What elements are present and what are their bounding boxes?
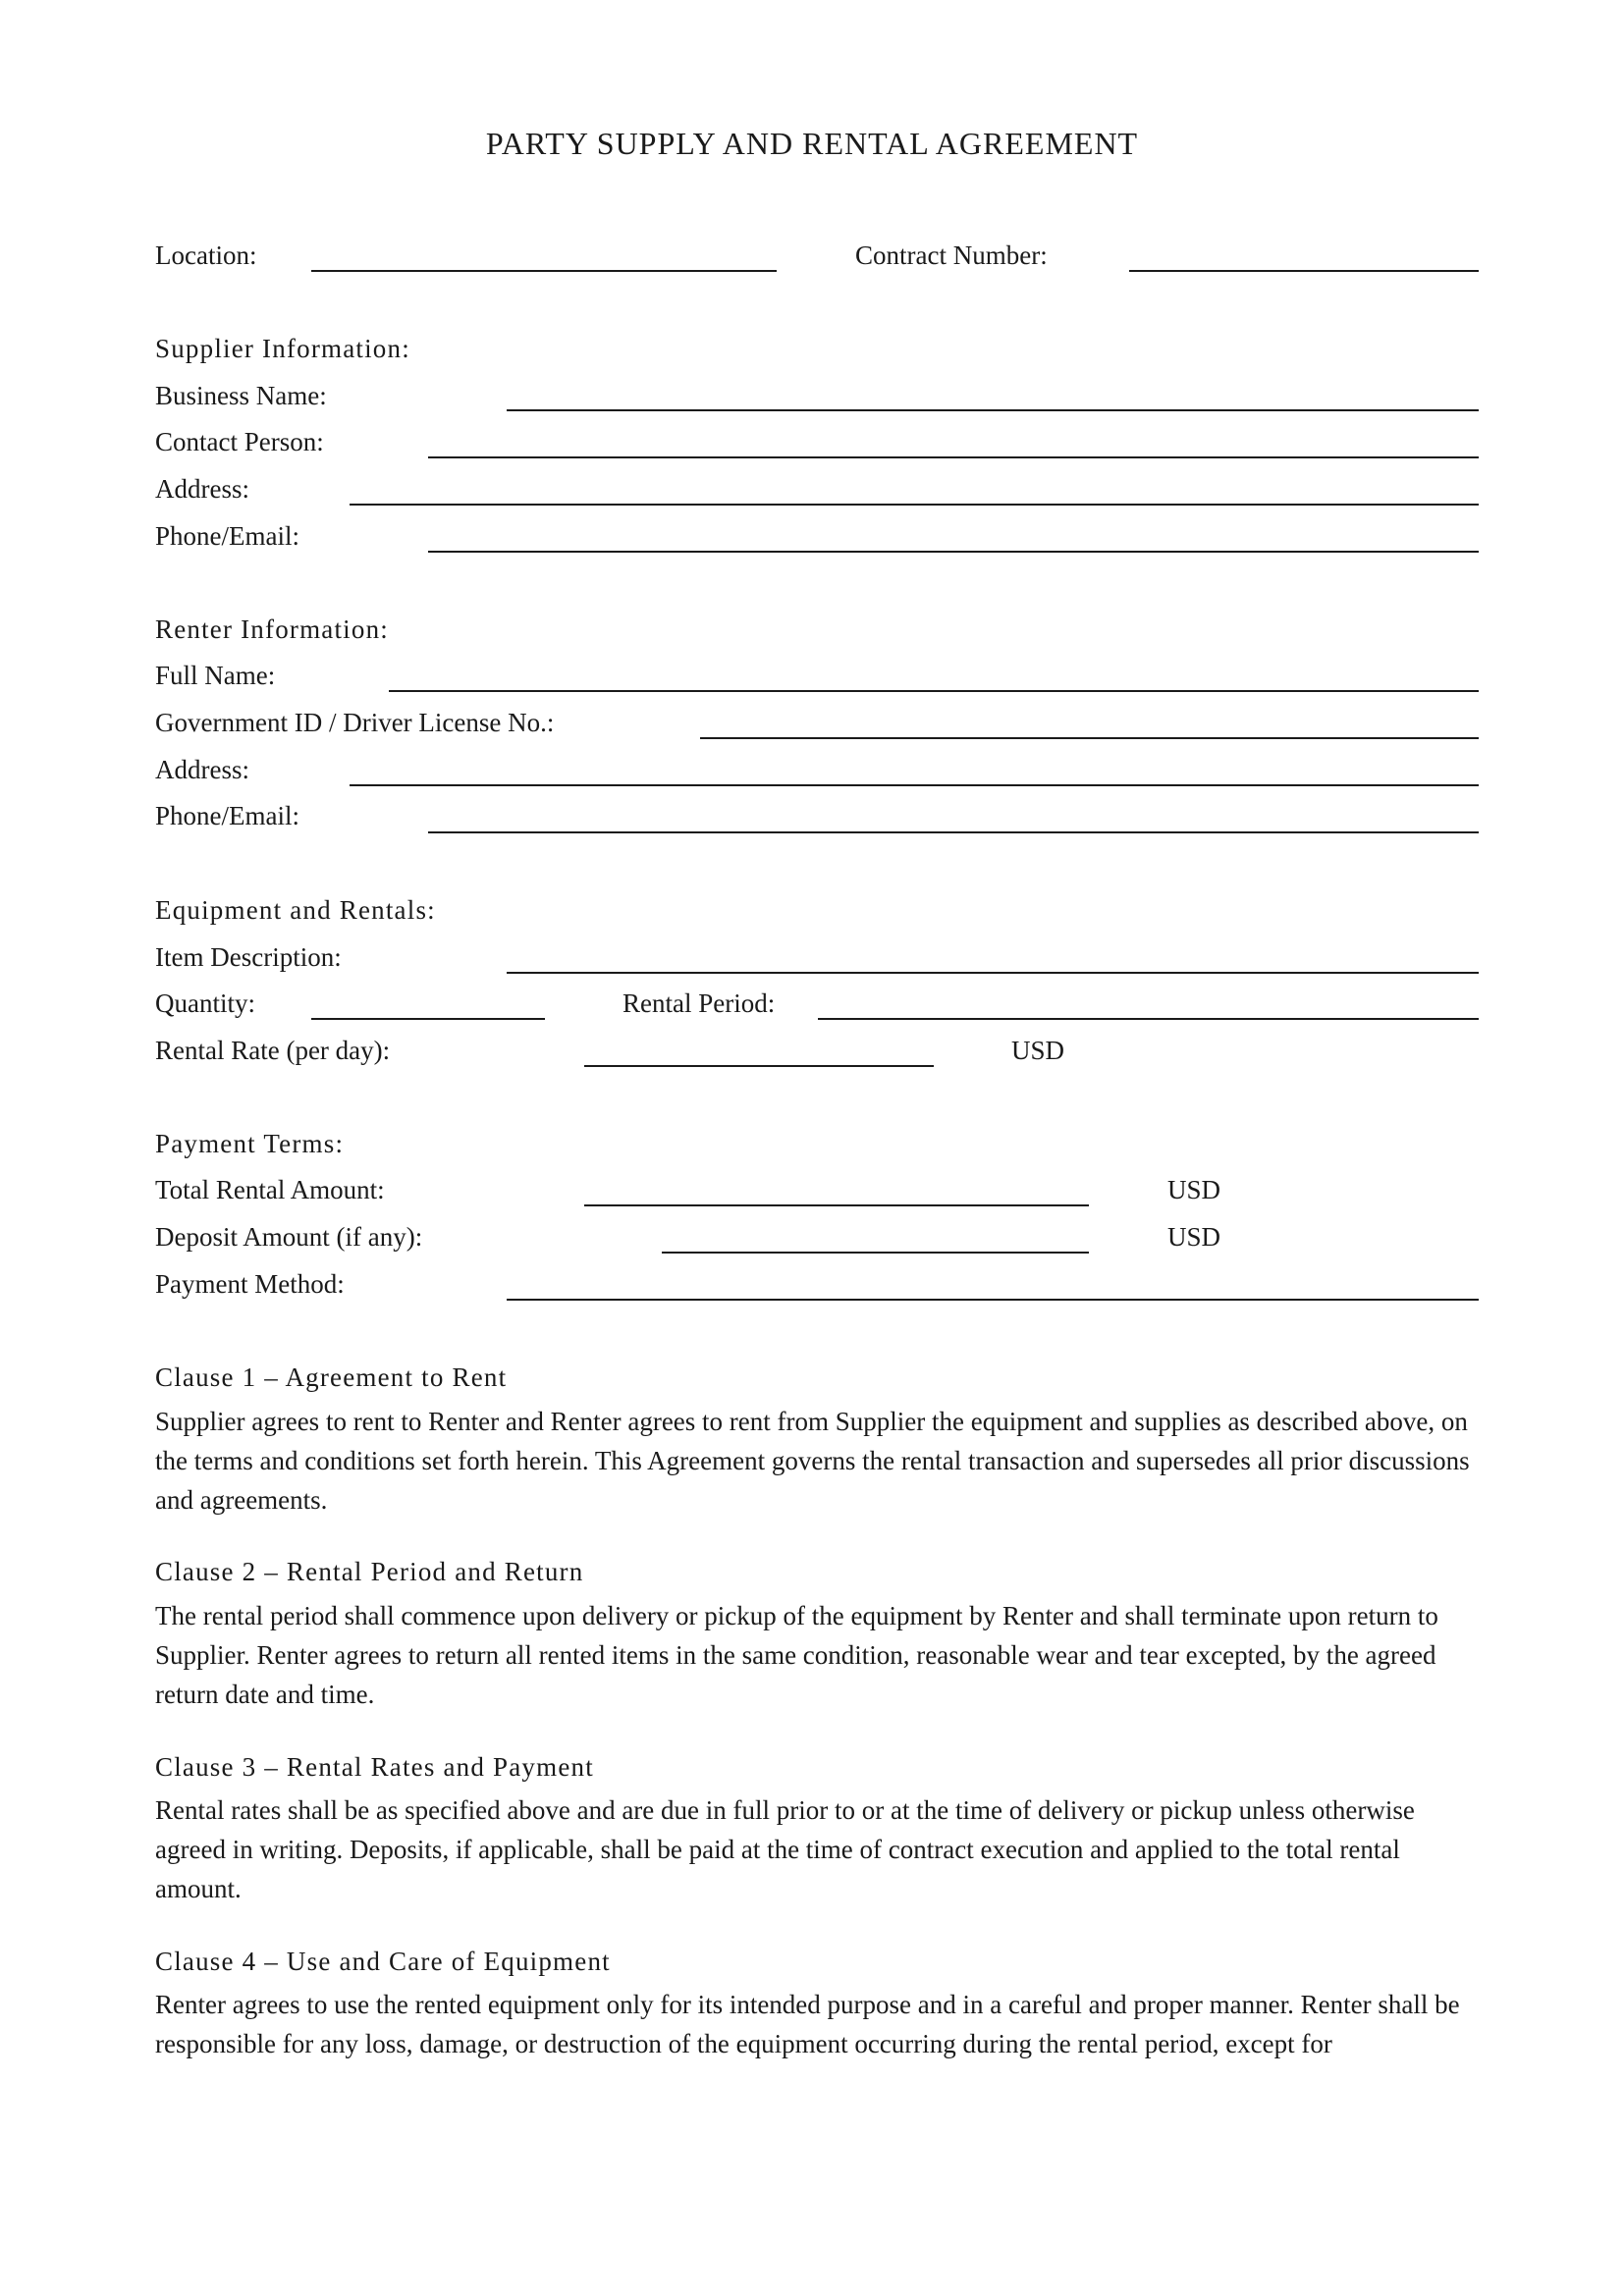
supplier-business-name-line[interactable] bbox=[507, 409, 1479, 411]
clause-1-text: Supplier agrees to rent to Renter and Renter agrees to rent from Supplier the equipment and supplies as described above, on the terms and conditions set forth herein. This Agreement governs the rental transaction and supersedes all prior discussions and agreements. bbox=[155, 1407, 1470, 1515]
renter-address-line[interactable] bbox=[350, 784, 1479, 786]
supplier-contact-person-line[interactable] bbox=[428, 456, 1479, 458]
payment-method-line[interactable] bbox=[507, 1299, 1479, 1301]
clause-2-text: The rental period shall commence upon delivery or pickup of the equipment by Renter and shall terminate upon return to Supplier. Renter agrees to return all rented items in the same condition, reasonable wear and tear excepted, by the agreed return date and time. bbox=[155, 1601, 1438, 1709]
rental-rate-line[interactable] bbox=[584, 1065, 934, 1067]
renter-phone-email-line[interactable] bbox=[428, 831, 1479, 833]
contract-number-label: Contract Number: bbox=[855, 240, 1048, 270]
clause-3-text: Rental rates shall be as specified above and are due in full prior to or at the time of delivery or pickup unless otherwise agreed in writing. Deposits, if applicable, shall be paid at the time of contract execution and applied to the total rental amount. bbox=[155, 1795, 1415, 1903]
renter-id-label: Government ID / Driver License No.: bbox=[155, 708, 555, 737]
total-rental-currency: USD bbox=[1167, 1175, 1221, 1204]
supplier-address-label: Address: bbox=[155, 474, 249, 504]
renter-full-name-line[interactable] bbox=[389, 690, 1479, 692]
deposit-amount-label: Deposit Amount (if any): bbox=[155, 1222, 423, 1252]
renter-address-label: Address: bbox=[155, 755, 249, 784]
clause-4-text: Renter agrees to use the rented equipment only for its intended purpose and in a careful and proper manner. Renter shall be responsible for any loss, damage, or destruction of the equipment occurring during the rental period, except for bbox=[155, 1990, 1460, 2058]
location-field-line[interactable] bbox=[311, 270, 777, 272]
renter-phone-email-label: Phone/Email: bbox=[155, 801, 299, 830]
supplier-business-name-label: Business Name: bbox=[155, 381, 327, 410]
deposit-amount-line[interactable] bbox=[662, 1252, 1089, 1254]
total-rental-amount-line[interactable] bbox=[584, 1204, 1089, 1206]
supplier-address-line[interactable] bbox=[350, 504, 1479, 506]
quantity-line[interactable] bbox=[311, 1018, 545, 1020]
clause-2-title: Clause 2 – Rental Period and Return bbox=[155, 1557, 584, 1586]
renter-section-heading: Renter Information: bbox=[155, 614, 389, 644]
payment-section-heading: Payment Terms: bbox=[155, 1129, 345, 1158]
item-description-label: Item Description: bbox=[155, 942, 342, 972]
contract-number-field-line[interactable] bbox=[1129, 270, 1479, 272]
clause-3-title: Clause 3 – Rental Rates and Payment bbox=[155, 1752, 594, 1782]
supplier-phone-email-label: Phone/Email: bbox=[155, 521, 299, 551]
renter-id-line[interactable] bbox=[700, 737, 1479, 739]
rental-period-line[interactable] bbox=[818, 1018, 1479, 1020]
item-description-line[interactable] bbox=[507, 972, 1479, 974]
document-title: PARTY SUPPLY AND RENTAL AGREEMENT bbox=[485, 126, 1139, 161]
supplier-section-heading: Supplier Information: bbox=[155, 334, 410, 363]
equipment-section-heading: Equipment and Rentals: bbox=[155, 895, 436, 925]
quantity-label: Quantity: bbox=[155, 988, 255, 1018]
payment-method-label: Payment Method: bbox=[155, 1269, 345, 1299]
supplier-phone-email-line[interactable] bbox=[428, 551, 1479, 553]
clause-1-title: Clause 1 – Agreement to Rent bbox=[155, 1362, 508, 1392]
renter-full-name-label: Full Name: bbox=[155, 661, 276, 690]
rental-rate-currency: USD bbox=[1011, 1036, 1065, 1065]
total-rental-amount-label: Total Rental Amount: bbox=[155, 1175, 385, 1204]
rental-period-label: Rental Period: bbox=[623, 988, 776, 1018]
supplier-contact-person-label: Contact Person: bbox=[155, 427, 324, 456]
deposit-currency: USD bbox=[1167, 1222, 1221, 1252]
location-label: Location: bbox=[155, 240, 257, 270]
clause-4-title: Clause 4 – Use and Care of Equipment bbox=[155, 1947, 611, 1976]
rental-rate-label: Rental Rate (per day): bbox=[155, 1036, 391, 1065]
